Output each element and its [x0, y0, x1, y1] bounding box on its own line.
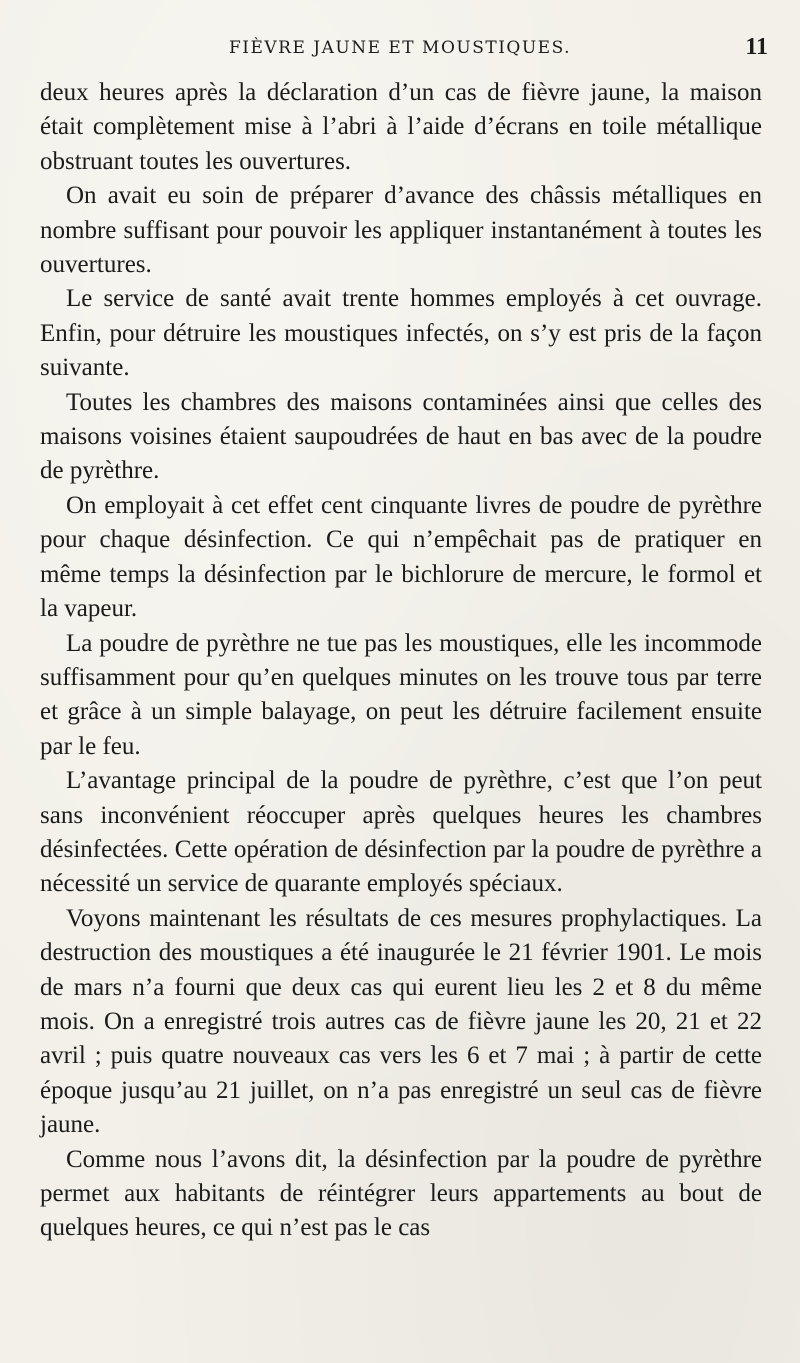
paragraph-1: deux heures après la déclaration d’un cas de fièvre jaune, la maison était complètement mise à l’abri à l’aide d’écrans en toile métallique obstruant toutes les ouvertures.	[40, 79, 762, 175]
page-number: 11	[745, 34, 768, 60]
page-header	[0, 34, 800, 64]
paragraph-6: La poudre de pyrèthre ne tue pas les moustiques, elle les incommode suffisamment pour qu’en quelques minutes on les trouve tous par terre et grâce à un simple balayage, on peut les détruire facilement ensuite par le feu.	[40, 629, 762, 760]
body-text	[40, 76, 762, 1246]
paragraph-3: Le service de santé avait trente hommes employés à cet ouvrage. Enfin, pour détruire les moustiques infectés, on s’y est pris de la façon suivante.	[40, 285, 762, 382]
paragraph-7: L’avantage principal de la poudre de pyrèthre, c’est que l’on peut sans inconvénient réoccuper après quelques heures les chambres désinfectées. Cette opération de désinfection par la poudre de pyrèthre a nécessité un service de quarante employés spéciaux.	[40, 767, 762, 898]
paragraph-4: Toutes les chambres des maisons contaminées ainsi que celles des maisons voisines étaient saupoudrées de haut en bas avec de la poudre de pyrèthre.	[40, 388, 762, 485]
running-title: FIÈVRE JAUNE ET MOUSTIQUES.	[228, 38, 572, 58]
paragraph-8: Voyons maintenant les résultats de ces mesures prophylactiques. La destruction des moustiques a été inaugurée le 21 février 1901. Le mois de mars n’a fourni que deux cas qui eurent lieu les 2 et 8 du même mois. On a enregistré trois autres cas de fièvre jaune les 20, 21 et 22 avril ; puis quatre nouveaux cas vers les 6 et 7 mai ; à partir de cette époque jusqu’au 21 juillet, on n’a pas enregistré un seul cas de fièvre jaune.	[40, 904, 762, 1139]
paragraph-5: On employait à cet effet cent cinquante livres de poudre de pyrèthre pour chaque désinfection. Ce qui n’empêchait pas de pratiquer en même temps la désinfection par le bichlorure de mercure, le formol et la vapeur.	[40, 491, 762, 623]
paragraph-2: On avait eu soin de préparer d’avance des châssis métalliques en nombre suffisant pour pouvoir les appliquer instantanément à toutes les ouvertures.	[40, 182, 762, 279]
paragraph-9: Comme nous l’avons dit, la désinfection par la poudre de pyrèthre permet aux habitants de réintégrer leurs appartements au bout de quelques heures, ce qui n’est pas le cas	[40, 1145, 762, 1242]
